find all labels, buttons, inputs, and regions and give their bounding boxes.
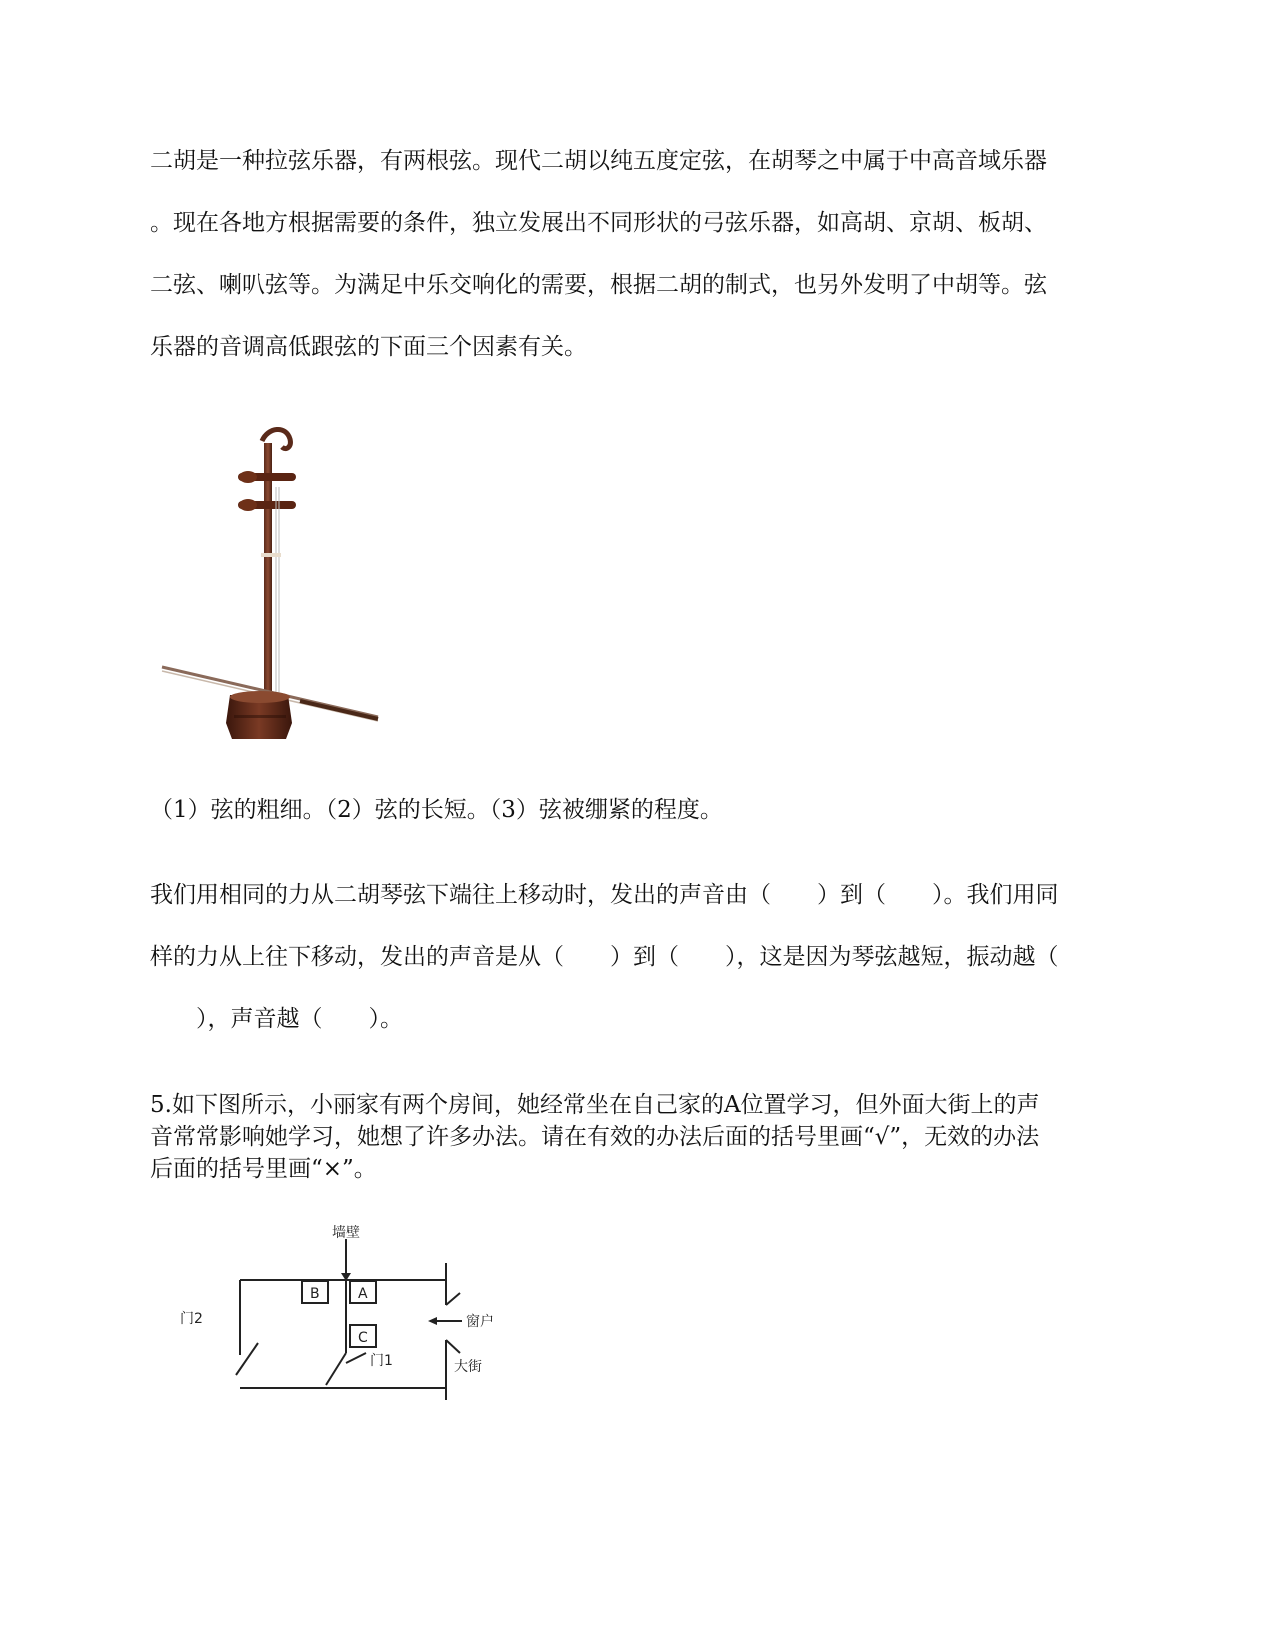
box-a-label: A	[358, 1286, 368, 1302]
fill-blank-line-3: ），声音越（ ）。	[150, 1006, 403, 1032]
question-5-line-2: 音常常影响她学习，她想了许多办法。请在有效的办法后面的括号里画“√”，无效的办法	[150, 1124, 1040, 1150]
window-leaf-top	[446, 1293, 460, 1305]
intro-line-1: 二胡是一种拉弦乐器，有两根弦。现代二胡以纯五度定弦，在胡琴之中属于中高音域乐器	[150, 148, 1047, 174]
question-5-line-3: 后面的括号里画“×”。	[150, 1156, 377, 1182]
street-label: 大街	[454, 1359, 482, 1375]
window-label: 窗户	[466, 1314, 494, 1330]
erhu-image	[150, 425, 400, 765]
question-5-line-1: 5.如下图所示，小丽家有两个房间，她经常坐在自己家的A位置学习，但外面大街上的声	[150, 1092, 1040, 1118]
box-c-label: C	[358, 1330, 368, 1346]
window-leaf-bottom	[446, 1340, 460, 1353]
room-diagram	[170, 1225, 510, 1425]
door-1-pointer	[346, 1353, 366, 1363]
fill-blank-line-2: 样的力从上往下移动，发出的声音是从（ ）到（ ），这是因为琴弦越短，振动越（	[150, 944, 1059, 970]
intro-line-3: 二弦、喇叭弦等。为满足中乐交响化的需要，根据二胡的制式，也另外发明了中胡等。弦	[150, 272, 1047, 298]
factors-list: （1）弦的粗细。（2）弦的长短。（3）弦被绷紧的程度。	[150, 797, 723, 823]
intro-line-4: 乐器的音调高低跟弦的下面三个因素有关。	[150, 334, 587, 360]
fill-blank-line-1: 我们用相同的力从二胡琴弦下端往上移动时，发出的声音由（ ）到（ ）。我们用同	[150, 882, 1059, 908]
window-arrow-head	[428, 1317, 437, 1325]
door-2-label: 门2	[180, 1311, 203, 1327]
wall-label: 墙壁	[332, 1225, 360, 1241]
door-1-leaf	[326, 1353, 346, 1385]
door-1-label: 门1	[370, 1353, 393, 1369]
box-b-label: B	[310, 1286, 320, 1302]
intro-line-2: 。现在各地方根据需要的条件，独立发展出不同形状的弓弦乐器，如高胡、京胡、板胡、	[150, 210, 1047, 236]
